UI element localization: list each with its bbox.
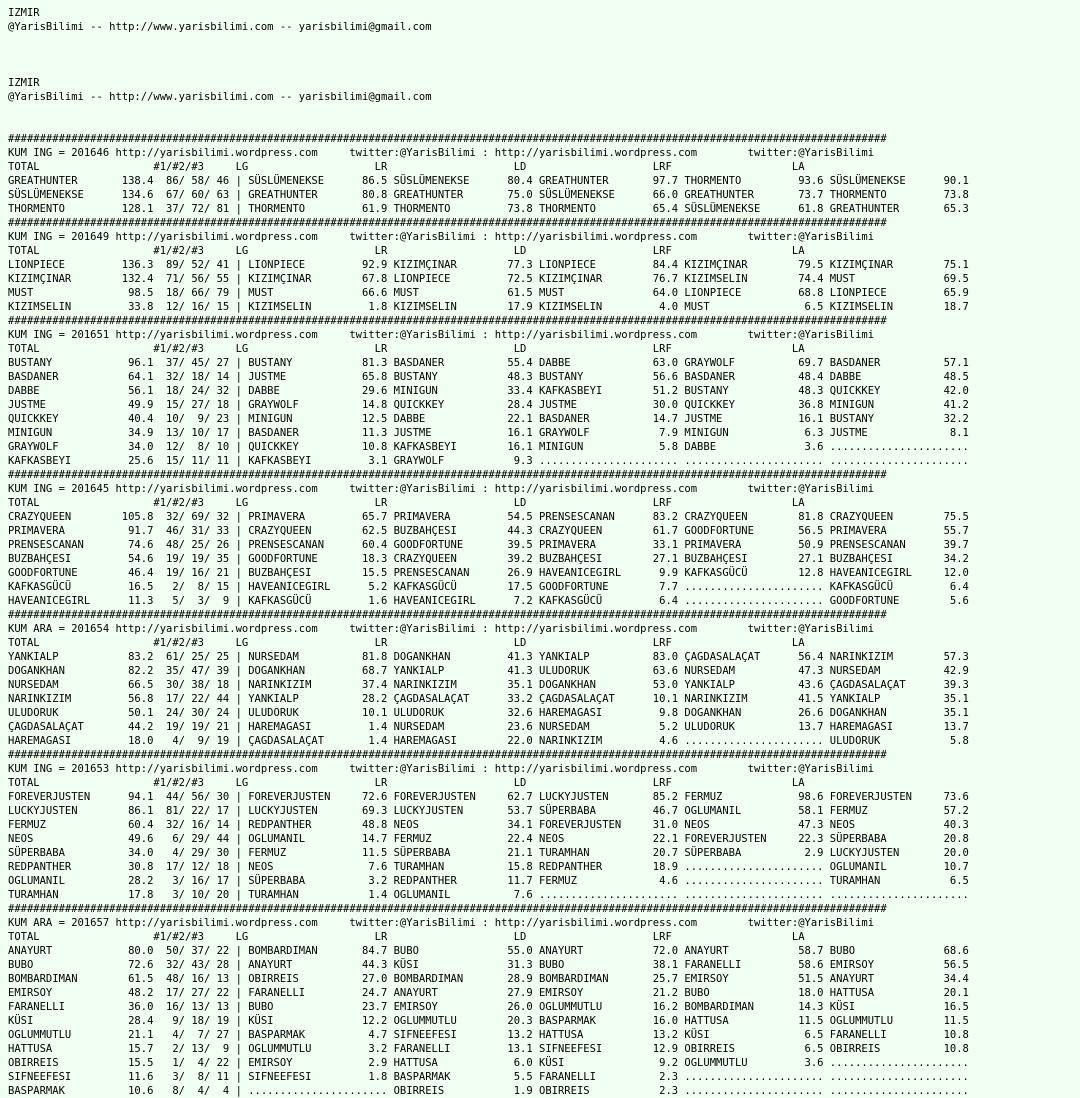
text-line: HATTUSA 15.7 2/ 13/ 9 | OGLUMMUTLU 3.2 FARANELLI 13.1 SIFNEEFESI 12.9 OBIRREIS 6.5 OBIRREIS 10.8	[8, 1043, 969, 1055]
text-line: BUZBAHÇESI 54.6 19/ 19/ 35 | GOODFORTUNE 18.3 CRAZYQUEEN 39.2 BUZBAHÇESI 27.1 BUZBAHÇESI 27.1 BUZBAHÇESI 34.2	[8, 553, 969, 565]
text-line: ###########################################################################################################################################	[8, 217, 887, 229]
text-line	[8, 34, 1080, 48]
text-line: SÜPERBABA 34.0 4/ 29/ 30 | FERMUZ 11.5 SÜPERBABA 21.1 TURAMHAN 20.7 SÜPERBABA 2.9 LUCKYJUSTEN 20.0	[8, 847, 969, 859]
text-line: KIZIMÇINAR 132.4 71/ 56/ 55 | KIZIMÇINAR 67.8 LIONPIECE 72.5 KIZIMÇINAR 76.7 KIZIMSELIN 74.4 MUST 69.5	[8, 273, 969, 285]
text-line: BUBO 72.6 32/ 43/ 28 | ANAYURT 44.3 KÜSI 31.3 BUBO 38.1 FARANELLI 58.6 EMIRSOY 56.5	[8, 959, 969, 971]
text-line: GOODFORTUNE 46.4 19/ 16/ 21 | BUZBAHÇESI 15.5 PRENSESCANAN 26.9 HAVEANICEGIRL 9.9 KAFKASGÜCÜ 12.8 HAVEANICEGIRL 12.0	[8, 567, 969, 579]
text-line: TURAMHAN 17.8 3/ 10/ 20 | TURAMHAN 1.4 OGLUMANIL 7.6 ...................... ...................... ......................	[8, 889, 969, 901]
text-line: DABBE 56.1 18/ 24/ 32 | DABBE 29.6 MINIGUN 33.4 KAFKASBEYI 51.2 BUSTANY 48.3 QUICKKEY 42.0	[8, 385, 969, 397]
text-line: KÜSI 28.4 9/ 18/ 19 | KÜSI 12.2 OGLUMMUTLU 20.3 BASPARMAK 16.0 HATTUSA 11.5 OGLUMMUTLU 11.5	[8, 1015, 969, 1027]
text-line	[8, 118, 1080, 132]
text-line: BASPARMAK 10.6 8/ 4/ 4 | ...................... OBIRREIS 1.9 OBIRREIS 2.3 ...................... ......................	[8, 1085, 969, 1097]
text-line: NEOS 49.6 6/ 29/ 44 | OGLUMANIL 14.7 FERMUZ 22.4 NEOS 22.1 FOREVERJUSTEN 22.3 SÜPERBABA 20.8	[8, 833, 969, 845]
text-line: PRIMAVERA 91.7 46/ 31/ 33 | CRAZYQUEEN 62.5 BUZBAHÇESI 44.3 CRAZYQUEEN 61.7 GOODFORTUNE 56.5 PRIMAVERA 55.7	[8, 525, 969, 537]
text-line: ###########################################################################################################################################	[8, 133, 887, 145]
text-line: EMIRSOY 48.2 17/ 27/ 22 | FARANELLI 24.7 ANAYURT 27.9 EMIRSOY 21.2 BUBO 18.0 HATTUSA 20.1	[8, 987, 969, 999]
text-line: DOGANKHAN 82.2 35/ 47/ 39 | DOGANKHAN 68.7 YANKIALP 41.3 ULUDORUK 63.6 NURSEDAM 47.3 NURSEDAM 42.9	[8, 665, 969, 677]
text-line: BUSTANY 96.1 37/ 45/ 27 | BUSTANY 81.3 BASDANER 55.4 DABBE 63.0 GRAYWOLF 69.7 BASDANER 57.1	[8, 357, 969, 369]
text-line: FERMUZ 60.4 32/ 16/ 14 | REDPANTHER 48.8 NEOS 34.1 FOREVERJUSTEN 31.0 NEOS 47.3 NEOS 40.3	[8, 819, 969, 831]
text-line: YANKIALP 83.2 61/ 25/ 25 | NURSEDAM 81.8 DOGANKHAN 41.3 YANKIALP 83.0 ÇAGDASALAÇAT 56.4 NARINKIZIM 57.3	[8, 651, 969, 663]
text-line: IZMIR	[8, 77, 40, 89]
text-line: IZMIR	[8, 7, 40, 19]
text-line: KIZIMSELIN 33.8 12/ 16/ 15 | KIZIMSELIN 1.8 KIZIMSELIN 17.9 KIZIMSELIN 4.0 MUST 6.5 KIZIMSELIN 18.7	[8, 301, 969, 313]
text-line: FARANELLI 36.0 16/ 13/ 13 | BUBO 23.7 EMIRSOY 26.0 OGLUMMUTLU 16.2 BOMBARDIMAN 14.3 KÜSI 16.5	[8, 1001, 969, 1013]
text-line: QUICKKEY 40.4 10/ 9/ 23 | MINIGUN 12.5 DABBE 22.1 BASDANER 14.7 JUSTME 16.1 BUSTANY 32.2	[8, 413, 969, 425]
text-line: TOTAL #1/#2/#3 LG LR LD LRF LA	[8, 777, 805, 789]
text-line: @YarisBilimi -- http://www.yarisbilimi.com -- yarisbilimi@gmail.com	[8, 91, 432, 103]
text-line: HAREMAGASI 18.0 4/ 9/ 19 | ÇAGDASALAÇAT 1.4 HAREMAGASI 22.0 NARINKIZIM 4.6 ...................... ULUDORUK 5.8	[8, 735, 969, 747]
text-line: NURSEDAM 66.5 30/ 38/ 18 | NARINKIZIM 37.4 NARINKIZIM 35.1 DOGANKHAN 53.0 YANKIALP 43.6 ÇAGDASALAÇAT 39.3	[8, 679, 969, 691]
text-line: TOTAL #1/#2/#3 LG LR LD LRF LA	[8, 637, 805, 649]
text-line: ULUDORUK 50.1 24/ 30/ 24 | ULUDORUK 10.1 ULUDORUK 32.6 HAREMAGASI 9.8 DOGANKHAN 26.6 DOGANKHAN 35.1	[8, 707, 969, 719]
text-line: MINIGUN 34.9 13/ 10/ 17 | BASDANER 11.3 JUSTME 16.1 GRAYWOLF 7.9 MINIGUN 6.3 JUSTME 8.1	[8, 427, 969, 439]
text-line: MUST 98.5 18/ 66/ 79 | MUST 66.6 MUST 61.5 MUST 64.0 LIONPIECE 68.8 LIONPIECE 65.9	[8, 287, 969, 299]
text-line: LIONPIECE 136.3 89/ 52/ 41 | LIONPIECE 92.9 KIZIMÇINAR 77.3 LIONPIECE 84.4 KIZIMÇINAR 79.5 KIZIMÇINAR 75.1	[8, 259, 969, 271]
text-line: SÜSLÜMENEKSE 134.6 67/ 60/ 63 | GREATHUNTER 80.8 GREATHUNTER 75.0 SÜSLÜMENEKSE 66.0 GREATHUNTER 73.7 THORMENTO 73.8	[8, 189, 969, 201]
text-line: KUM ING = 201649 http://yarisbilimi.wordpress.com twitter:@YarisBilimi : http://yarisbilimi.wordpress.com twitter:@YarisBilimi	[8, 231, 875, 243]
text-line: TOTAL #1/#2/#3 LG LR LD LRF LA	[8, 245, 805, 257]
text-line: KUM ARA = 201657 http://yarisbilimi.wordpress.com twitter:@YarisBilimi : http://yarisbilimi.wordpress.com twitter:@YarisBilimi	[8, 917, 875, 929]
text-line	[8, 104, 1080, 118]
text-line: KUM ING = 201651 http://yarisbilimi.wordpress.com twitter:@YarisBilimi : http://yarisbilimi.wordpress.com twitter:@YarisBilimi	[8, 329, 875, 341]
text-line: JUSTME 49.9 15/ 27/ 18 | GRAYWOLF 14.8 QUICKKEY 28.4 JUSTME 30.0 QUICKKEY 36.8 MINIGUN 41.2	[8, 399, 969, 411]
text-line: THORMENTO 128.1 37/ 72/ 81 | THORMENTO 61.9 THORMENTO 73.8 THORMENTO 65.4 SÜSLÜMENEKSE 61.8 GREATHUNTER 65.3	[8, 203, 969, 215]
text-line: LUCKYJUSTEN 86.1 81/ 22/ 17 | LUCKYJUSTEN 69.3 LUCKYJUSTEN 53.7 SÜPERBABA 46.7 OGLUMANIL 58.1 FERMUZ 57.2	[8, 805, 969, 817]
text-line: ###########################################################################################################################################	[8, 469, 887, 481]
text-line: ###########################################################################################################################################	[8, 749, 887, 761]
text-line: GRAYWOLF 34.0 12/ 8/ 10 | QUICKKEY 10.8 KAFKASBEYI 16.1 MINIGUN 5.8 DABBE 3.6 ......................	[8, 441, 969, 453]
text-line: KUM ING = 201645 http://yarisbilimi.wordpress.com twitter:@YarisBilimi : http://yarisbilimi.wordpress.com twitter:@YarisBilimi	[8, 483, 875, 495]
text-line: ###########################################################################################################################################	[8, 903, 887, 915]
text-line: ÇAGDASALAÇAT 44.2 19/ 19/ 21 | HAREMAGASI 1.4 NURSEDAM 23.6 NURSEDAM 5.2 ULUDORUK 13.7 HAREMAGASI 13.7	[8, 721, 969, 733]
text-line: REDPANTHER 30.8 17/ 12/ 18 | NEOS 7.6 TURAMHAN 15.8 REDPANTHER 18.9 ...................... OGLUMANIL 10.7	[8, 861, 969, 873]
text-line: KAFKASGÜCÜ 16.5 2/ 8/ 15 | HAVEANICEGIRL 5.2 KAFKASGÜCÜ 17.5 GOODFORTUNE 7.7 ...................... KAFKASGÜCÜ 6.4	[8, 581, 969, 593]
text-line: NARINKIZIM 56.8 17/ 22/ 44 | YANKIALP 28.2 ÇAGDASALAÇAT 33.2 ÇAGDASALAÇAT 10.1 NARINKIZIM 41.5 YANKIALP 35.1	[8, 693, 969, 705]
text-line: @YarisBilimi -- http://www.yarisbilimi.com -- yarisbilimi@gmail.com	[8, 21, 432, 33]
text-line: KUM ARA = 201654 http://yarisbilimi.wordpress.com twitter:@YarisBilimi : http://yarisbilimi.wordpress.com twitter:@YarisBilimi	[8, 623, 875, 635]
text-line: TOTAL #1/#2/#3 LG LR LD LRF LA	[8, 931, 805, 943]
text-line: KUM ING = 201646 http://yarisbilimi.wordpress.com twitter:@YarisBilimi : http://yarisbilimi.wordpress.com twitter:@YarisBilimi	[8, 147, 875, 159]
text-line: OGLUMANIL 28.2 3/ 16/ 17 | SÜPERBABA 3.2 REDPANTHER 11.7 FERMUZ 4.6 ...................... TURAMHAN 6.5	[8, 875, 969, 887]
text-line: BOMBARDIMAN 61.5 48/ 16/ 13 | OBIRREIS 27.0 BOMBARDIMAN 28.9 BOMBARDIMAN 25.7 EMIRSOY 51.5 ANAYURT 34.4	[8, 973, 969, 985]
text-line: PRENSESCANAN 74.6 48/ 25/ 26 | PRENSESCANAN 60.4 GOODFORTUNE 39.5 PRIMAVERA 33.1 PRIMAVERA 50.9 PRENSESCANAN 39.7	[8, 539, 969, 551]
text-line: TOTAL #1/#2/#3 LG LR LD LRF LA	[8, 161, 805, 173]
text-line: ANAYURT 80.0 50/ 37/ 22 | BOMBARDIMAN 84.7 BUBO 55.0 ANAYURT 72.0 ANAYURT 58.7 BUBO 68.6	[8, 945, 969, 957]
text-line	[8, 62, 1080, 76]
text-line: SIFNEEFESI 11.6 3/ 8/ 11 | SIFNEEFESI 1.8 BASPARMAK 5.5 FARANELLI 2.3 ...................... ......................	[8, 1071, 969, 1083]
text-line: GREATHUNTER 138.4 86/ 58/ 46 | SÜSLÜMENEKSE 86.5 SÜSLÜMENEKSE 80.4 GREATHUNTER 97.7 THORMENTO 93.6 SÜSLÜMENEKSE 90.1	[8, 175, 969, 187]
text-line: TOTAL #1/#2/#3 LG LR LD LRF LA	[8, 343, 805, 355]
text-line: KUM ING = 201653 http://yarisbilimi.wordpress.com twitter:@YarisBilimi : http://yarisbilimi.wordpress.com twitter:@YarisBilimi	[8, 763, 875, 775]
text-line: ###########################################################################################################################################	[8, 609, 887, 621]
text-line: OGLUMMUTLU 21.1 4/ 7/ 27 | BASPARMAK 4.7 SIFNEEFESI 13.2 HATTUSA 13.2 KÜSI 6.5 FARANELLI 10.8	[8, 1029, 969, 1041]
text-line: TOTAL #1/#2/#3 LG LR LD LRF LA	[8, 497, 805, 509]
text-line: CRAZYQUEEN 105.8 32/ 69/ 32 | PRIMAVERA 65.7 PRIMAVERA 54.5 PRENSESCANAN 83.2 CRAZYQUEEN 81.8 CRAZYQUEEN 75.5	[8, 511, 969, 523]
text-line: OBIRREIS 15.5 1/ 4/ 22 | EMIRSOY 2.9 HATTUSA 6.0 KÜSI 9.2 OGLUMMUTLU 3.6 ......................	[8, 1057, 969, 1069]
text-line: HAVEANICEGIRL 11.3 5/ 3/ 9 | KAFKASGÜCÜ 1.6 HAVEANICEGIRL 7.2 KAFKASGÜCÜ 6.4 ...................... GOODFORTUNE 5.6	[8, 595, 969, 607]
text-line: KAFKASBEYI 25.6 15/ 11/ 11 | KAFKASBEYI 3.1 GRAYWOLF 9.3 ...................... ...................... ......................	[8, 455, 969, 467]
text-line: ###########################################################################################################################################	[8, 315, 887, 327]
text-line: BASDANER 64.1 32/ 18/ 14 | JUSTME 65.8 BUSTANY 48.3 BUSTANY 56.6 BASDANER 48.4 DABBE 48.5	[8, 371, 969, 383]
text-line	[8, 48, 1080, 62]
text-line: FOREVERJUSTEN 94.1 44/ 56/ 30 | FOREVERJUSTEN 72.6 FOREVERJUSTEN 62.7 LUCKYJUSTEN 85.2 FERMUZ 98.6 FOREVERJUSTEN 73.6	[8, 791, 969, 803]
